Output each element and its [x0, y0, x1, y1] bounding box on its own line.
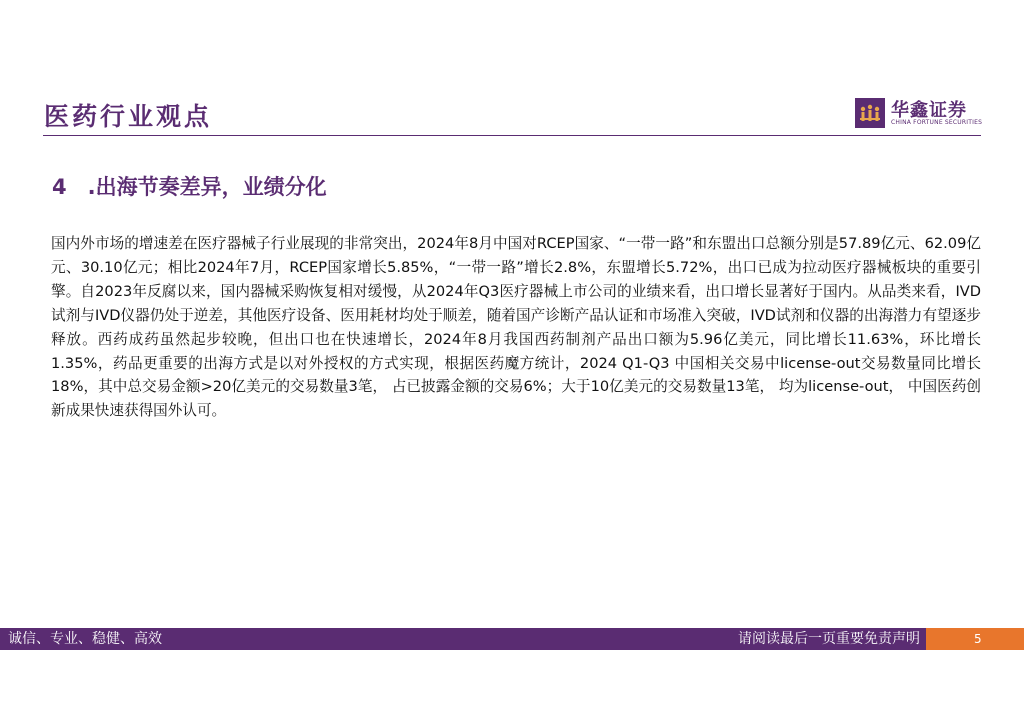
- header-divider: [43, 135, 981, 136]
- logo-text-en: CHINA FORTUNE SECURITIES: [891, 119, 983, 126]
- page-number: 5: [974, 632, 982, 646]
- company-logo: [855, 98, 983, 128]
- footer-disclaimer: 请阅读最后一页重要免责声明: [738, 631, 920, 647]
- page-number-box: [926, 628, 1024, 650]
- page-title: 医药行业观点: [44, 102, 213, 131]
- section-heading: 4 .出海节奏差异，业绩分化: [52, 175, 327, 199]
- footer-bar: [0, 628, 926, 650]
- company-logo-icon: [855, 98, 885, 128]
- logo-text-cn: 华鑫证券: [891, 100, 967, 121]
- footer-slogan: 诚信、专业、稳健、高效: [8, 631, 162, 647]
- body-paragraph: 国内外市场的增速差在医疗器械子行业展现的非常突出，2024年8月中国对RCEP国家、“一带一路”和东盟出口总额分别是57.89亿元、62.09亿元、30.10亿元；相比2024年7月，RCEP国家增长5.85%，“一带一路”增长2.8%，东盟增长5.72%，出口已成为拉动医疗器械板块的重要引擎。自2023年反腐以来，国内器械采购恢复相对缓慢，从2024年Q3医疗器械上市公司的业绩来看，出口增长显著好于国内。从品类来看，IVD试剂与IVD仪器仍处于逆差，其他医疗设备、医用耗材均处于顺差，随着国产诊断产品认证和市场准入突破，IVD试剂和仪器的出海潜力有望逐步释放。西药成药虽然起步较晚，但出口也在快速增长，2024年8月我国西药制剂产品出口额为5.96亿美元，同比增长11.63%，环比增长1.35%，药品更重要的出海方式是以对外授权的方式实现，根据医药魔方统计，2024 Q1-Q3 中国相关交易中license-out交易数量同比增长18%，其中总交易金额>20亿美元的交易数量3笔， 占已披露金额的交易6%；大于10亿美元的交易数量13笔， 均为license-out， 中国医药创新成果快速获得国外认可。: [51, 235, 981, 420]
